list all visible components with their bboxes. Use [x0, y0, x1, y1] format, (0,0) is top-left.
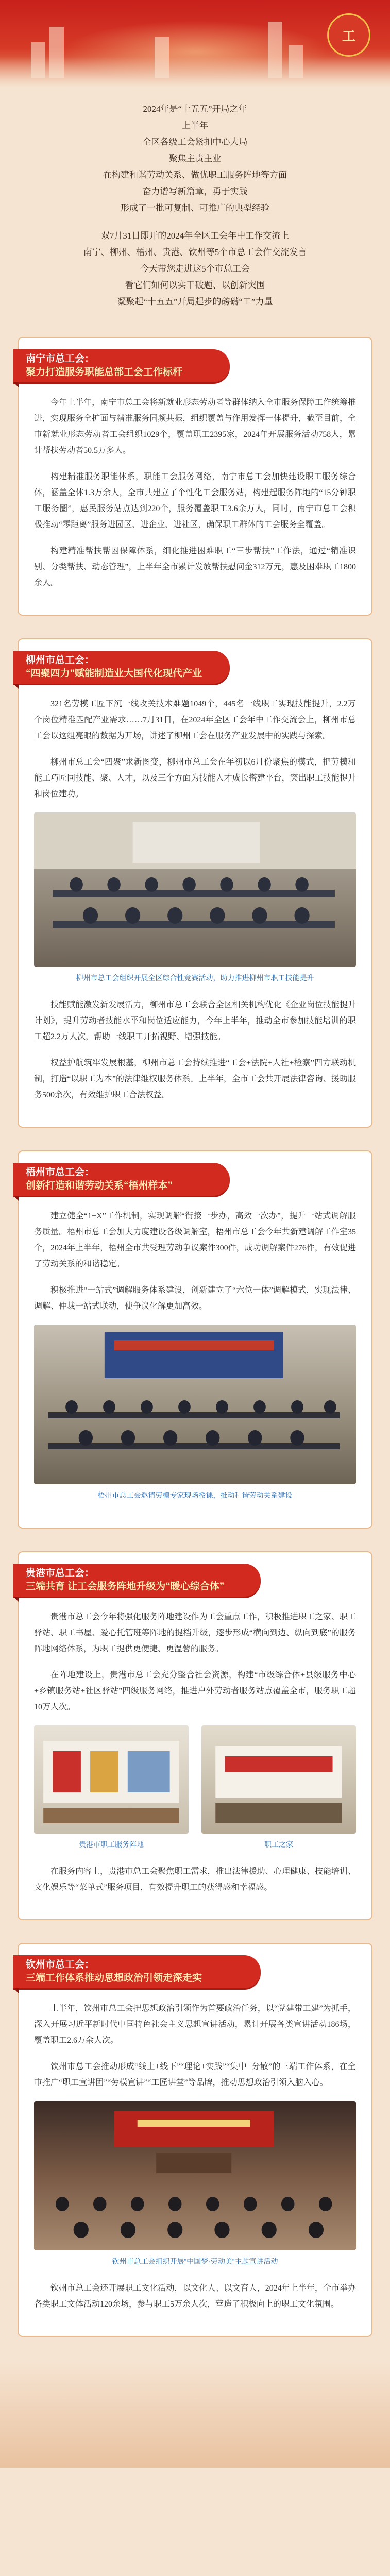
ribbon-headline: 三端共育 让工会服务阵地升级为“暖心综合体”	[26, 1581, 225, 1592]
photo-caption: 贵港市职工服务阵地	[79, 1840, 144, 1849]
paragraph: 积极推进“一站式”调解服务体系建设，创新建立了“六位一体”调解模式，实现法律、调解、仲裁一站式联动，使争议化解更加高效。	[34, 1286, 356, 1311]
service-center-scene-icon	[34, 1725, 189, 1834]
intro-line: 看它们如何以实干破题、以创新突围	[125, 280, 265, 290]
lecture-scene-icon	[34, 1325, 356, 1484]
section-liuzhou	[18, 638, 372, 1128]
photo-caption: 职工之家	[264, 1840, 293, 1849]
photo-lecture	[34, 1325, 356, 1484]
intro-line: 2024年是“十五五”开局之年	[143, 104, 247, 114]
intro-line: 南宁、柳州、梧州、贵港、钦州等5个市总工会作交流发言	[83, 247, 307, 257]
intro-line: 双7月31日即开的2024年全区工会年中工作交流上	[100, 231, 290, 241]
section-qinzhou	[18, 1943, 372, 2337]
section-nanning	[18, 337, 372, 616]
ribbon-org: 梧州市总工会：	[26, 1167, 95, 1178]
section-guigang	[18, 1551, 372, 1920]
paragraph: 技能赋能激发新发展活力，柳州市总工会联合全区相关机构优化《企业岗位技能提升计划》，提升劳动者技能水平和岗位适应能力，今年上半年，推动全市参加技能培训的职工超2.2万人次，帮助一线职工开拓视野、增强技能。	[34, 1001, 356, 1041]
section-ribbon	[13, 651, 230, 684]
paragraph: 在服务内容上，贵港市总工会聚焦职工需求，推出法律援助、心理健康、技能培训、文化娱乐等“菜单式”服务项目，有效提升职工的获得感和幸福感。	[34, 1867, 356, 1892]
classroom-scene-icon	[34, 812, 356, 967]
section-wuzhou	[18, 1150, 372, 1529]
section-ribbon	[13, 1163, 230, 1196]
photo-caption: 柳州市总工会组织开展全区综合性竞赛活动，助力推进柳州市职工技能提升	[76, 974, 314, 982]
intro-line: 全区各级工会紧扣中心大局	[142, 137, 248, 147]
paragraph: 321名劳模工匠下沉一线攻关技术难题1049个，445名一线职工实现技能提升，2.2万个岗位精准匹配产业需求……7月31日，在2024年全区工会年中工作交流会上，柳州市总工会以这组亮眼的数据为开场，讲述了柳州工会在服务产业发展中的实践与探索。	[34, 700, 356, 740]
section-ribbon	[13, 349, 230, 382]
photo-lecture-hall	[34, 2101, 356, 2250]
paragraph: 构建精准帮扶帮困保障体系，细化推进困难职工“三步帮扶”工作法，通过“精准识别、分类帮扶、动态管理”，上半年全市累计发放帮扶慰问金312万元，惠及困难职工1800余人。	[34, 547, 356, 587]
ribbon-headline: 三端工作体系推动思想政治引领走深走实	[26, 1973, 202, 1984]
photo-classroom	[34, 812, 356, 967]
paragraph: 柳州市总工会“四聚”求新图变，柳州市总工会在年初以6月份聚焦的模式，把劳模和能工巧匠同技能、聚、人才，以及三个方面为技能人才成长搭建平台，突出职工技能提升和岗位建功。	[34, 758, 356, 799]
ribbon-headline: “四聚四力”赋能制造业大国代化现代产业	[26, 668, 202, 679]
photo-caption: 梧州市总工会邀请劳模专家现场授课，推动和谐劳动关系建设	[97, 1491, 293, 1499]
intro-line: 形成了一批可复制、可推广的典型经验	[121, 203, 269, 213]
lecture-hall-scene-icon	[34, 2101, 356, 2250]
intro-line: 凝聚起“十五五”开局起步的磅礴“工”力量	[117, 297, 273, 307]
ribbon-headline: 创新打造和谐劳动关系“梧州样本”	[26, 1180, 173, 1191]
paragraph: 钦州市总工会还开展职工文化活动，以文化人、以文育人，2024年上半年，全市举办各类职工文体活动120余场，参与职工5万余人次，营造了积极向上的职工文化氛围。	[34, 2284, 356, 2309]
photo-workers-home	[201, 1725, 356, 1834]
caption-row	[34, 1834, 356, 1863]
ribbon-org: 贵港市总工会：	[26, 1568, 95, 1579]
ribbon-org: 南宁市总工会：	[26, 353, 95, 364]
paragraph: 上半年，钦州市总工会把思想政治引领作为首要政治任务，以“党建带工建”为抓手，深入开展习近平新时代中国特色社会主义思想宣讲活动，累计开展各类宣讲活动186场，覆盖职工2.6万余人次。	[34, 2004, 356, 2045]
intro-line: 奋力谱写新篇章，勇于实践	[142, 187, 248, 196]
footer-band	[0, 2360, 390, 2468]
intro-line: 上半年	[182, 121, 208, 130]
ribbon-headline: 聚力打造服务职能总部工会工作标杆	[26, 367, 183, 378]
union-logo-icon: 工	[327, 13, 370, 57]
workers-home-scene-icon	[201, 1725, 356, 1834]
intro-line: 今天带您走进这5个市总工会	[140, 264, 250, 274]
paragraph: 权益护航筑牢发展根基，柳州市总工会持续推进“工会+法院+人社+检察”四方联动机制，打造“以职工为本”的法律维权服务体系。上半年，全市工会共开展法律咨询、援助服务500余次，有效维护职工合法权益。	[34, 1059, 356, 1099]
section-ribbon	[13, 1564, 261, 1597]
photo-row	[34, 1725, 356, 1834]
intro-text	[23, 88, 367, 337]
section-ribbon	[13, 1955, 261, 1988]
header-fade	[0, 57, 390, 88]
photo-caption: 钦州市总工会组织开展“中国梦·劳动美”主题宣讲活动	[112, 2257, 278, 2265]
paragraph: 钦州市总工会推动形成“线上+线下”“理论+实践”“集中+分散”的三端工作体系，在全市推广“职工宣讲团”“劳模宣讲”“工匠讲堂”等品牌，推动思想政治引领入脑入心。	[34, 2062, 356, 2087]
paragraph: 在阵地建设上，贵港市总工会充分整合社会资源，构建“市级综合体+县级服务中心+乡镇服务站+社区驿站”四级服务网络，推进户外劳动者服务站点覆盖全市，服务职工超10万人次。	[34, 1671, 356, 1711]
ribbon-org: 柳州市总工会：	[26, 655, 95, 666]
paragraph: 建立健全“1+X”工作机制，实现调解“衔接一步办，高效一次办”，提升一站式调解服务质量。梧州市总工会加大力度建设各级调解室，梧州市总工会今年共新建调解工作室35个，2024年上半年，梧州全市共受理劳动争议案件300件，成功调解案件276件，有效促进了劳动关系的和谐稳定。	[34, 1212, 356, 1268]
paragraph: 贵港市总工会今年将强化服务阵地建设作为工会重点工作，积极推进职工之家、职工驿站、职工书屋、爱心托管班等阵地的提档升级，逐步形成“横向到边、纵向到底”的服务阵地网络体系，为职工提供更便捷、更温馨的服务。	[34, 1613, 356, 1653]
photo-service-center	[34, 1725, 189, 1834]
ribbon-org: 钦州市总工会：	[26, 1959, 95, 1970]
intro-line: 聚焦主责主业	[168, 154, 222, 163]
intro-line: 在构建和谐劳动关系、做优职工服务阵地等方面	[103, 170, 287, 180]
paragraph: 构建精准服务职能体系，职能工会服务网络，南宁市总工会加快建设职工服务综合体，涵盖全体1.3万余人，全市共建立了个性化工会服务站，构建起服务阵地的“15分钟职工服务圈”，惠民服务站点达到220个，服务覆盖职工3.6余万人，同时，南宁市总工会积极推动“零距离”服务进园区、进企业、进社区，确保职工群体的工会服务全覆盖。	[34, 472, 356, 529]
header-banner	[0, 0, 390, 88]
paragraph: 今年上半年，南宁市总工会将新就业形态劳动者等群体纳入全市服务保障工作统筹推进，实现服务全扩面与精准服务同频共振，组织覆盖与作用发挥一体提升，截至目前，全市新就业形态劳动者工会组织1029个，覆盖职工2395家，2024年开展服务活动758人，累计帮扶劳动者50.5万多人。	[34, 398, 356, 455]
